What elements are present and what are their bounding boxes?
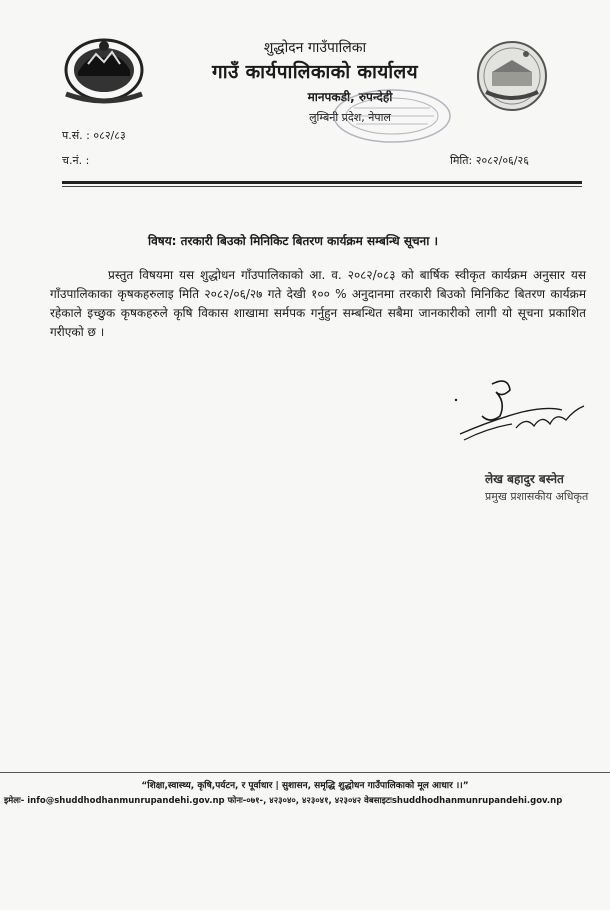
address-line-1: मानपकडी, रुपन्देही xyxy=(307,90,393,104)
notice-body: प्रस्तुत विषयमा यस शुद्धोधन गाँउपालिकाको आ. व. २०८२/०८३ को बार्षिक स्वीकृत कार्यक्रम अनुसार यस गाँउपालिकाका कृषकहरुलाइ मिति २०८२/०६/२७ गते देखी १०० % अनुदानमा तरकारी बिउको मिनिकिट बितरण कार्यक्रम रहेकाले इच्छुक कृषकहरुले कृषि विकास शाखामा सर्मपक गर्नुहुन सम्बन्धित सबैमा जानकारीको लागी यो सूचना प्रकाशित गरीएको छ । xyxy=(50,268,586,339)
nepal-emblem-logo xyxy=(60,36,148,108)
signatory-title: प्रमुख प्रशासकीय अधिकृत xyxy=(485,490,589,503)
office-title: गाउँ कार्यपालिकाको कार्यालय xyxy=(212,61,418,83)
letter-date: मिति: २०८२/०६/२६ xyxy=(450,154,529,167)
reference-number: प.सं. : ०८२/८३ xyxy=(62,129,126,142)
footer-motto: “शिक्षा,स्वास्थ्य, कृषि,पर्यटन, र पूर्वाधार | सुशासन, समृद्धि शुद्धोधन गाउँपालिकाको मूल आधार ।।” xyxy=(141,781,469,791)
notice-subject: विषय: तरकारी बिउको मिनिकिट बितरण कार्यक्रम सम्बन्धि सूचना । xyxy=(148,234,439,248)
handwritten-signature xyxy=(452,376,592,446)
municipality-name: शुद्धोदन गाउँपालिका xyxy=(263,40,367,56)
footer-contact: इमेलः- info@shuddhodhanmunrupandehi.gov.np फोनः-०७१-, ४२३०४०, ४२३०४१, ४२३०४२ वेबसाइटःshuddhodhanmunrupandehi.gov.np xyxy=(4,796,563,806)
footer-divider xyxy=(0,772,610,773)
office-stamp xyxy=(330,86,454,146)
municipality-logo xyxy=(474,38,550,114)
header-divider-thin xyxy=(62,186,582,187)
address-line-2: लुम्बिनी प्रदेश, नेपाल xyxy=(309,111,391,124)
header-divider xyxy=(62,181,582,184)
dispatch-number: च.नं. : xyxy=(62,154,90,167)
signatory-name: लेख बहादुर बस्नेत xyxy=(485,472,564,486)
